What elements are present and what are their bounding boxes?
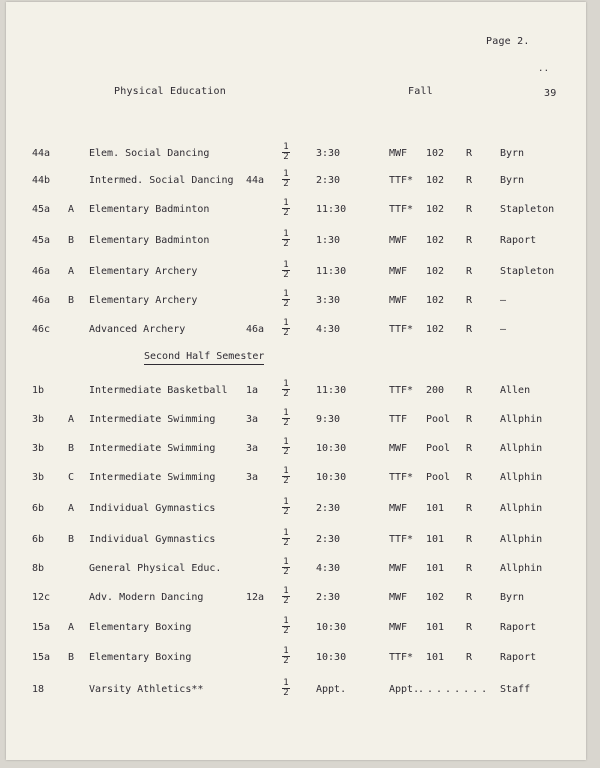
- instructor: Allphin: [500, 472, 543, 483]
- credit-numerator: 1: [283, 557, 289, 567]
- credit-hours: [282, 380, 290, 399]
- course-title: Elementary Archery: [89, 295, 198, 306]
- room-code: R: [466, 592, 473, 603]
- table-row: [6, 678, 586, 698]
- course-number: 18: [32, 684, 45, 695]
- class-time: 9:30: [316, 414, 341, 425]
- meeting-days: TTF: [389, 414, 408, 425]
- prerequisite: 12a: [246, 592, 265, 603]
- instructor: —: [500, 324, 507, 335]
- table-row: [6, 289, 586, 309]
- meeting-days: TTF*: [389, 534, 414, 545]
- course-title: Intermediate Basketball: [89, 385, 228, 396]
- instructor: Allen: [500, 385, 531, 396]
- room: 102: [426, 148, 445, 159]
- room-code: R: [466, 295, 473, 306]
- meeting-days: MWF: [389, 622, 408, 633]
- instructor: Raport: [500, 622, 537, 633]
- credit-denominator: 2: [283, 389, 289, 399]
- room-code: R: [466, 443, 473, 454]
- credit-hours: [282, 617, 290, 636]
- section-letter: C: [68, 472, 75, 483]
- instructor: Stapleton: [500, 204, 555, 215]
- credit-hours: [282, 261, 290, 280]
- instructor: Allphin: [500, 534, 543, 545]
- credit-hours: [282, 498, 290, 517]
- credit-numerator: 1: [283, 198, 289, 208]
- table-row: [6, 497, 586, 517]
- table-row: [6, 169, 586, 189]
- table-row: [6, 528, 586, 548]
- room-code: R: [466, 503, 473, 514]
- class-time: 2:30: [316, 592, 341, 603]
- room-code: R: [466, 652, 473, 663]
- course-number: 6b: [32, 534, 45, 545]
- course-title: Individual Gymnastics: [89, 503, 216, 514]
- class-time: 2:30: [316, 503, 341, 514]
- credit-numerator: 1: [283, 229, 289, 239]
- room: 101: [426, 652, 445, 663]
- credit-hours: [282, 290, 290, 309]
- margin-mark: ..: [538, 64, 550, 74]
- room: 102: [426, 592, 445, 603]
- table-row: [6, 437, 586, 457]
- credit-denominator: 2: [283, 688, 289, 698]
- credit-denominator: 2: [283, 626, 289, 636]
- class-time: 10:30: [316, 622, 347, 633]
- instructor: Byrn: [500, 148, 525, 159]
- instructor: Raport: [500, 652, 537, 663]
- course-number: 12c: [32, 592, 51, 603]
- credit-hours: [282, 587, 290, 606]
- course-number: 1b: [32, 385, 45, 396]
- course-number: 8b: [32, 563, 45, 574]
- credit-hours: [282, 319, 290, 338]
- table-row: [6, 260, 586, 280]
- section-letter: A: [68, 204, 75, 215]
- room-code: R: [466, 622, 473, 633]
- course-title: Intermediate Swimming: [89, 414, 216, 425]
- course-title: Individual Gymnastics: [89, 534, 216, 545]
- class-time: Appt.: [316, 684, 347, 695]
- course-title: Elem. Social Dancing: [89, 148, 210, 159]
- meeting-days: MWF: [389, 295, 408, 306]
- class-time: 11:30: [316, 266, 347, 277]
- class-time: 3:30: [316, 148, 341, 159]
- credit-numerator: 1: [283, 497, 289, 507]
- course-title: Elementary Boxing: [89, 622, 192, 633]
- credit-denominator: 2: [283, 418, 289, 428]
- leader-dots: ........: [418, 684, 491, 695]
- table-row: [6, 557, 586, 577]
- section-heading: Second Half Semester: [144, 351, 264, 365]
- section-letter: B: [68, 295, 75, 306]
- credit-hours: [282, 409, 290, 428]
- course-title: Elementary Badminton: [89, 235, 210, 246]
- room-code: R: [466, 534, 473, 545]
- meeting-days: TTF*: [389, 652, 414, 663]
- course-number: 46a: [32, 295, 51, 306]
- course-title: Elementary Archery: [89, 266, 198, 277]
- meeting-days: MWF: [389, 235, 408, 246]
- course-title: Advanced Archery: [89, 324, 186, 335]
- table-row: [6, 646, 586, 666]
- meeting-days: MWF: [389, 148, 408, 159]
- credit-denominator: 2: [283, 507, 289, 517]
- meeting-days: MWF: [389, 443, 408, 454]
- table-row: [6, 466, 586, 486]
- credit-hours: [282, 170, 290, 189]
- credit-denominator: 2: [283, 270, 289, 280]
- class-time: 10:30: [316, 443, 347, 454]
- room: 101: [426, 534, 445, 545]
- credit-numerator: 1: [283, 466, 289, 476]
- course-title: Intermediate Swimming: [89, 443, 216, 454]
- credit-hours: [282, 199, 290, 218]
- prerequisite: 1a: [246, 385, 259, 396]
- meeting-days: TTF*: [389, 385, 414, 396]
- page-label: Page 2.: [486, 36, 530, 47]
- room-code: R: [466, 266, 473, 277]
- credit-denominator: 2: [283, 596, 289, 606]
- credit-numerator: 1: [283, 408, 289, 418]
- course-title: Intermed. Social Dancing: [89, 175, 234, 186]
- credit-numerator: 1: [283, 379, 289, 389]
- class-time: 11:30: [316, 385, 347, 396]
- credit-numerator: 1: [283, 528, 289, 538]
- credit-denominator: 2: [283, 179, 289, 189]
- course-title: Varsity Athletics**: [89, 684, 204, 695]
- course-number: 15a: [32, 652, 51, 663]
- room: 101: [426, 503, 445, 514]
- credit-denominator: 2: [283, 656, 289, 666]
- page-number: 39: [544, 88, 557, 99]
- table-row: [6, 616, 586, 636]
- class-time: 3:30: [316, 295, 341, 306]
- section-letter: B: [68, 652, 75, 663]
- instructor: Byrn: [500, 592, 525, 603]
- room-code: R: [466, 563, 473, 574]
- prerequisite: 3a: [246, 414, 259, 425]
- meeting-days: TTF*: [389, 175, 414, 186]
- credit-denominator: 2: [283, 328, 289, 338]
- section-letter: A: [68, 414, 75, 425]
- prerequisite: 3a: [246, 443, 259, 454]
- course-number: 3b: [32, 472, 45, 483]
- class-time: 10:30: [316, 472, 347, 483]
- instructor: Allphin: [500, 563, 543, 574]
- credit-hours: [282, 529, 290, 548]
- table-row: [6, 198, 586, 218]
- credit-numerator: 1: [283, 586, 289, 596]
- prerequisite: 46a: [246, 324, 265, 335]
- table-row: [6, 408, 586, 428]
- credit-denominator: 2: [283, 567, 289, 577]
- course-title: General Physical Educ.: [89, 563, 222, 574]
- class-time: 4:30: [316, 563, 341, 574]
- instructor: Raport: [500, 235, 537, 246]
- section-letter: B: [68, 443, 75, 454]
- credit-hours: [282, 679, 290, 698]
- prerequisite: 44a: [246, 175, 265, 186]
- credit-numerator: 1: [283, 616, 289, 626]
- meeting-days: TTF*: [389, 204, 414, 215]
- class-time: 10:30: [316, 652, 347, 663]
- room: 102: [426, 266, 445, 277]
- meeting-days: MWF: [389, 266, 408, 277]
- meeting-days: TTF*: [389, 324, 414, 335]
- instructor: —: [500, 295, 507, 306]
- instructor: Staff: [500, 684, 531, 695]
- credit-hours: [282, 230, 290, 249]
- department-title: Physical Education: [114, 86, 226, 97]
- course-number: 45a: [32, 204, 51, 215]
- table-row: [6, 318, 586, 338]
- credit-numerator: 1: [283, 437, 289, 447]
- class-time: 11:30: [316, 204, 347, 215]
- course-number: 3b: [32, 414, 45, 425]
- room-code: R: [466, 414, 473, 425]
- class-time: 4:30: [316, 324, 341, 335]
- room: 101: [426, 622, 445, 633]
- room: 102: [426, 235, 445, 246]
- instructor: Allphin: [500, 414, 543, 425]
- credit-hours: [282, 438, 290, 457]
- instructor: Stapleton: [500, 266, 555, 277]
- room: 101: [426, 563, 445, 574]
- course-title: Elementary Boxing: [89, 652, 192, 663]
- meeting-days: Appt.: [389, 684, 420, 695]
- credit-denominator: 2: [283, 538, 289, 548]
- credit-numerator: 1: [283, 678, 289, 688]
- class-time: 2:30: [316, 175, 341, 186]
- room-code: R: [466, 148, 473, 159]
- course-number: 6b: [32, 503, 45, 514]
- course-number: 3b: [32, 443, 45, 454]
- room-code: R: [466, 385, 473, 396]
- document-page: [6, 2, 586, 760]
- credit-numerator: 1: [283, 142, 289, 152]
- section-letter: A: [68, 266, 75, 277]
- section-letter: B: [68, 534, 75, 545]
- course-title: Intermediate Swimming: [89, 472, 216, 483]
- course-number: 44a: [32, 148, 51, 159]
- credit-denominator: 2: [283, 239, 289, 249]
- course-title: Elementary Badminton: [89, 204, 210, 215]
- class-time: 2:30: [316, 534, 341, 545]
- term-label: Fall: [408, 86, 433, 97]
- table-row: [6, 229, 586, 249]
- instructor: Byrn: [500, 175, 525, 186]
- class-time: 1:30: [316, 235, 341, 246]
- credit-denominator: 2: [283, 152, 289, 162]
- room: 102: [426, 324, 445, 335]
- course-number: 46a: [32, 266, 51, 277]
- credit-denominator: 2: [283, 208, 289, 218]
- credit-denominator: 2: [283, 447, 289, 457]
- credit-numerator: 1: [283, 169, 289, 179]
- room-code: R: [466, 472, 473, 483]
- credit-hours: [282, 467, 290, 486]
- course-title: Adv. Modern Dancing: [89, 592, 204, 603]
- room: 200: [426, 385, 445, 396]
- credit-numerator: 1: [283, 289, 289, 299]
- table-row: [6, 379, 586, 399]
- room: Pool: [426, 443, 451, 454]
- room: 102: [426, 295, 445, 306]
- room-code: R: [466, 324, 473, 335]
- section-letter: A: [68, 622, 75, 633]
- course-number: 15a: [32, 622, 51, 633]
- course-number: 45a: [32, 235, 51, 246]
- room-code: R: [466, 235, 473, 246]
- credit-denominator: 2: [283, 299, 289, 309]
- credit-numerator: 1: [283, 318, 289, 328]
- credit-denominator: 2: [283, 476, 289, 486]
- meeting-days: MWF: [389, 592, 408, 603]
- meeting-days: TTF*: [389, 472, 414, 483]
- room: Pool: [426, 414, 451, 425]
- room-code: R: [466, 204, 473, 215]
- meeting-days: MWF: [389, 503, 408, 514]
- credit-numerator: 1: [283, 646, 289, 656]
- prerequisite: 3a: [246, 472, 259, 483]
- credit-hours: [282, 143, 290, 162]
- room: 102: [426, 204, 445, 215]
- credit-numerator: 1: [283, 260, 289, 270]
- section-letter: A: [68, 503, 75, 514]
- section-letter: B: [68, 235, 75, 246]
- table-row: [6, 142, 586, 162]
- room: 102: [426, 175, 445, 186]
- room-code: R: [466, 175, 473, 186]
- room: Pool: [426, 472, 451, 483]
- meeting-days: MWF: [389, 563, 408, 574]
- course-number: 46c: [32, 324, 51, 335]
- table-row: [6, 586, 586, 606]
- credit-hours: [282, 647, 290, 666]
- credit-hours: [282, 558, 290, 577]
- instructor: Allphin: [500, 503, 543, 514]
- course-number: 44b: [32, 175, 51, 186]
- instructor: Allphin: [500, 443, 543, 454]
